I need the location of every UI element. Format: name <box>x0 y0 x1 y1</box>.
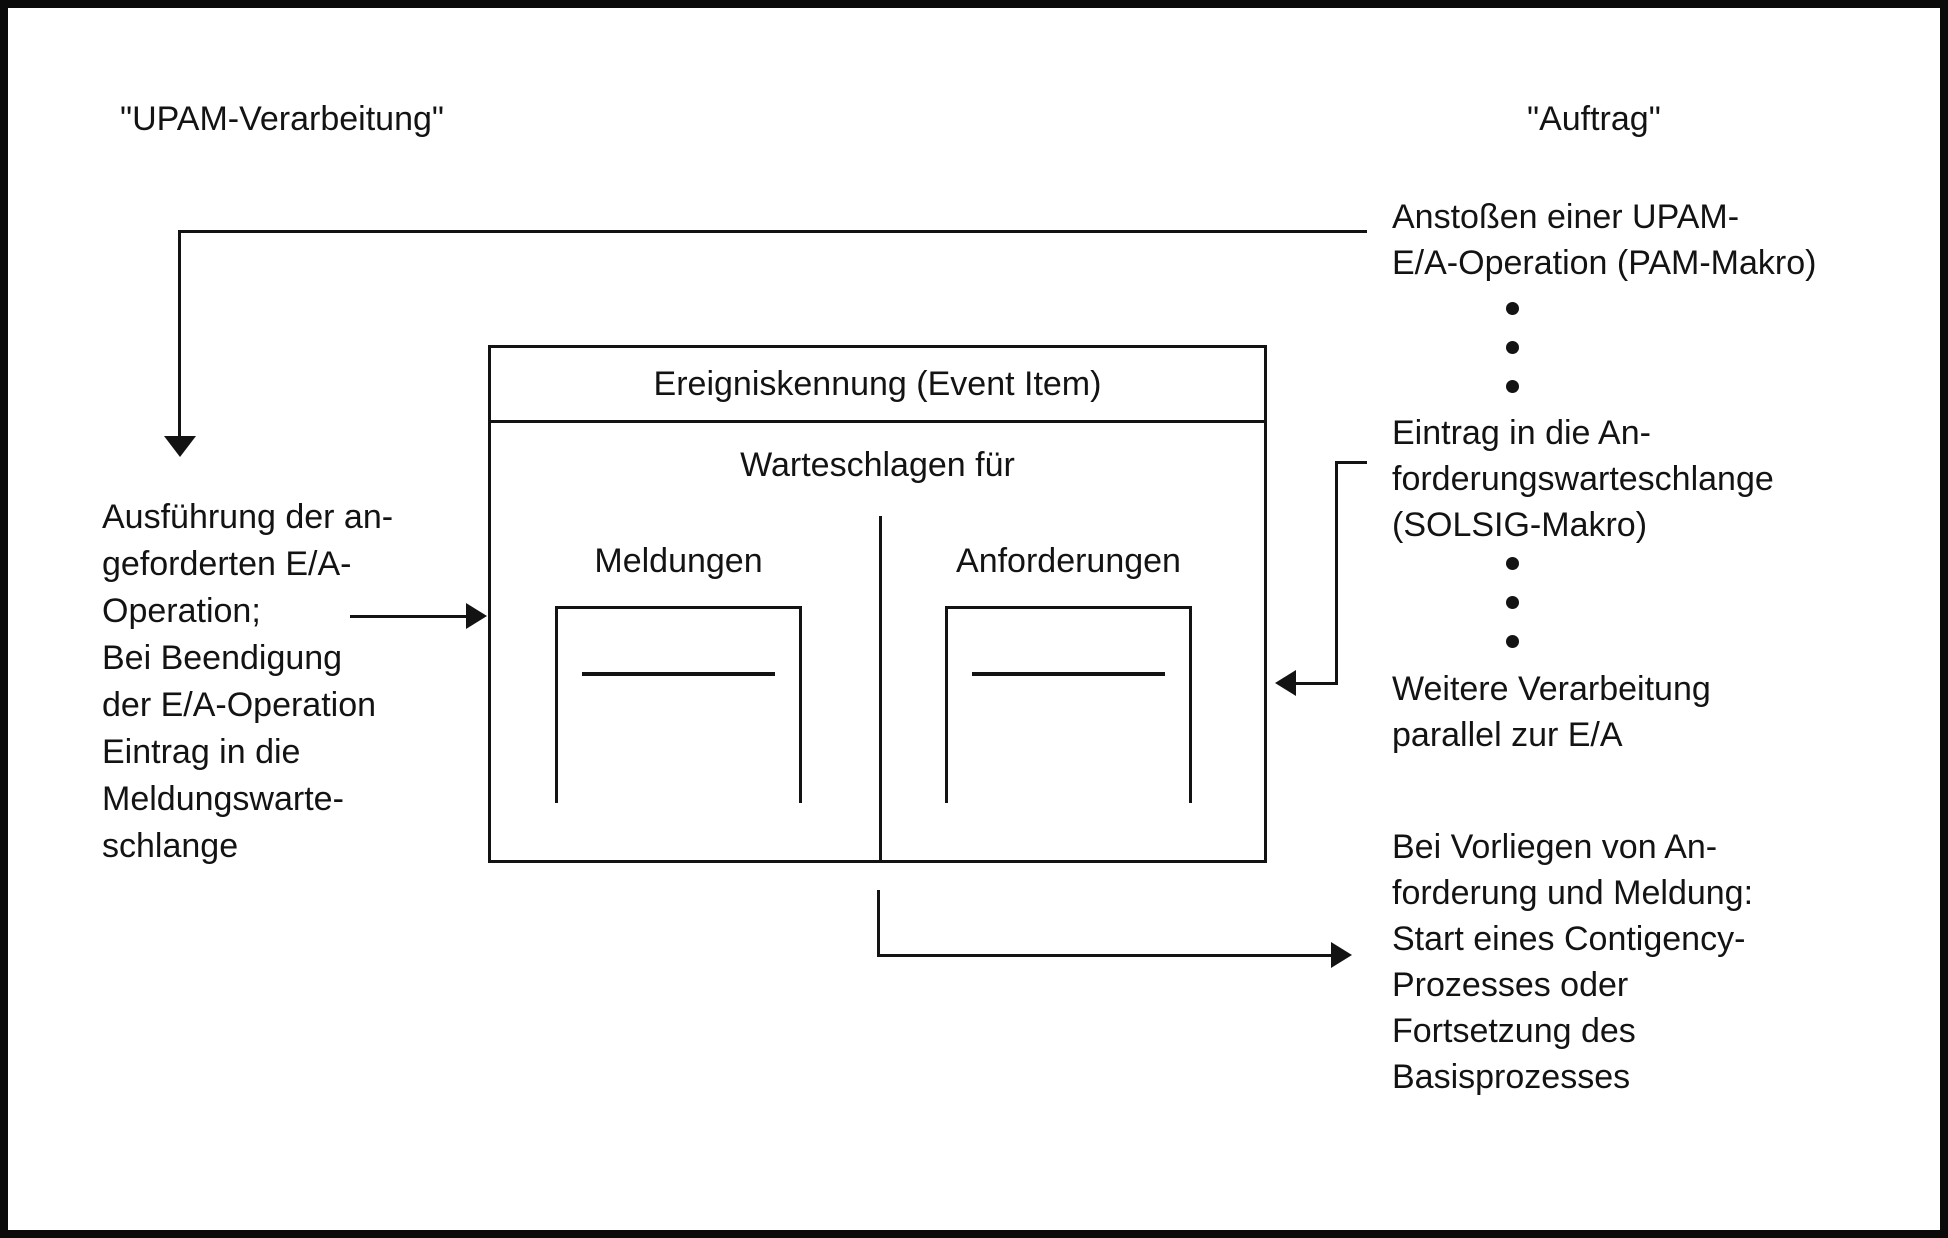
title-upam-verarbeitung: "UPAM-Verarbeitung" <box>120 100 444 138</box>
note-line: Anstoßen einer UPAM- <box>1392 198 1740 236</box>
arrow-solsig-vertical-line <box>1335 461 1338 685</box>
note-line: Start eines Contigency- <box>1392 920 1746 958</box>
title-auftrag: "Auftrag" <box>1527 100 1661 138</box>
arrow-contingency-arrowhead-right-icon <box>1331 942 1352 968</box>
note-start-io <box>1392 194 1816 286</box>
arrow-start-io-vertical-line <box>178 230 181 436</box>
queue-meldungen <box>555 606 802 803</box>
note-line: Meldungswarte- <box>102 780 344 818</box>
note-line: forderungswarteschlange <box>1392 460 1774 498</box>
note-line: Basisprozesses <box>1392 1058 1631 1096</box>
note-line: (SOLSIG-Makro) <box>1392 506 1648 544</box>
queue-entry-line <box>582 672 775 676</box>
arrow-solsig-stub-line <box>1335 461 1367 464</box>
note-line: Weitere Verarbeitung <box>1392 670 1711 708</box>
ellipsis-dot <box>1506 596 1519 609</box>
ellipsis-dot <box>1506 380 1519 393</box>
arrow-contingency-horizontal-line <box>877 954 1333 957</box>
ellipsis-dot <box>1506 635 1519 648</box>
event-box-subheader: Warteschlagen für <box>740 446 1015 484</box>
note-line: Eintrag in die An- <box>1392 414 1651 452</box>
arrow-solsig-arrowhead-left-icon <box>1275 670 1296 696</box>
ellipsis-dot <box>1506 557 1519 570</box>
note-line: Ausführung der an- <box>102 498 394 536</box>
arrow-start-io-horizontal-line <box>178 230 1367 233</box>
note-line: Bei Vorliegen von An- <box>1392 828 1718 866</box>
arrow-contingency-vertical-line <box>877 890 880 957</box>
event-box-header: Ereigniskennung (Event Item) <box>491 348 1264 423</box>
arrow-into-box-line <box>350 615 468 618</box>
note-line: der E/A-Operation <box>102 686 377 724</box>
note-line: forderung und Meldung: <box>1392 874 1754 912</box>
note-line: Eintrag in die <box>102 733 301 771</box>
queue-entry-line <box>972 672 1165 676</box>
event-item-box <box>488 345 1267 863</box>
ellipsis-dot <box>1506 341 1519 354</box>
queue-label-meldungen: Meldungen <box>594 542 763 580</box>
note-line: schlange <box>102 827 239 865</box>
note-line: Prozesses oder <box>1392 966 1629 1004</box>
note-line: Bei Beendigung <box>102 639 343 677</box>
note-contingency <box>1392 824 1753 1100</box>
arrow-solsig-horizontal-line <box>1294 682 1338 685</box>
queue-anforderungen <box>945 606 1192 803</box>
note-line: Operation; <box>102 592 261 630</box>
note-line: parallel zur E/A <box>1392 716 1623 754</box>
note-parallel-processing <box>1392 666 1711 758</box>
queue-divider-line <box>879 516 882 860</box>
note-line: E/A-Operation (PAM-Makro) <box>1392 244 1817 282</box>
note-solsig-entry <box>1392 410 1774 548</box>
note-execution-io <box>102 494 393 870</box>
ellipsis-dot <box>1506 302 1519 315</box>
arrow-into-box-arrowhead-right-icon <box>466 603 487 629</box>
note-line: Fortsetzung des <box>1392 1012 1636 1050</box>
note-line: geforderten E/A- <box>102 545 352 583</box>
arrow-start-io-arrowhead-down-icon <box>164 436 196 457</box>
queue-label-anforderungen: Anforderungen <box>956 542 1181 580</box>
